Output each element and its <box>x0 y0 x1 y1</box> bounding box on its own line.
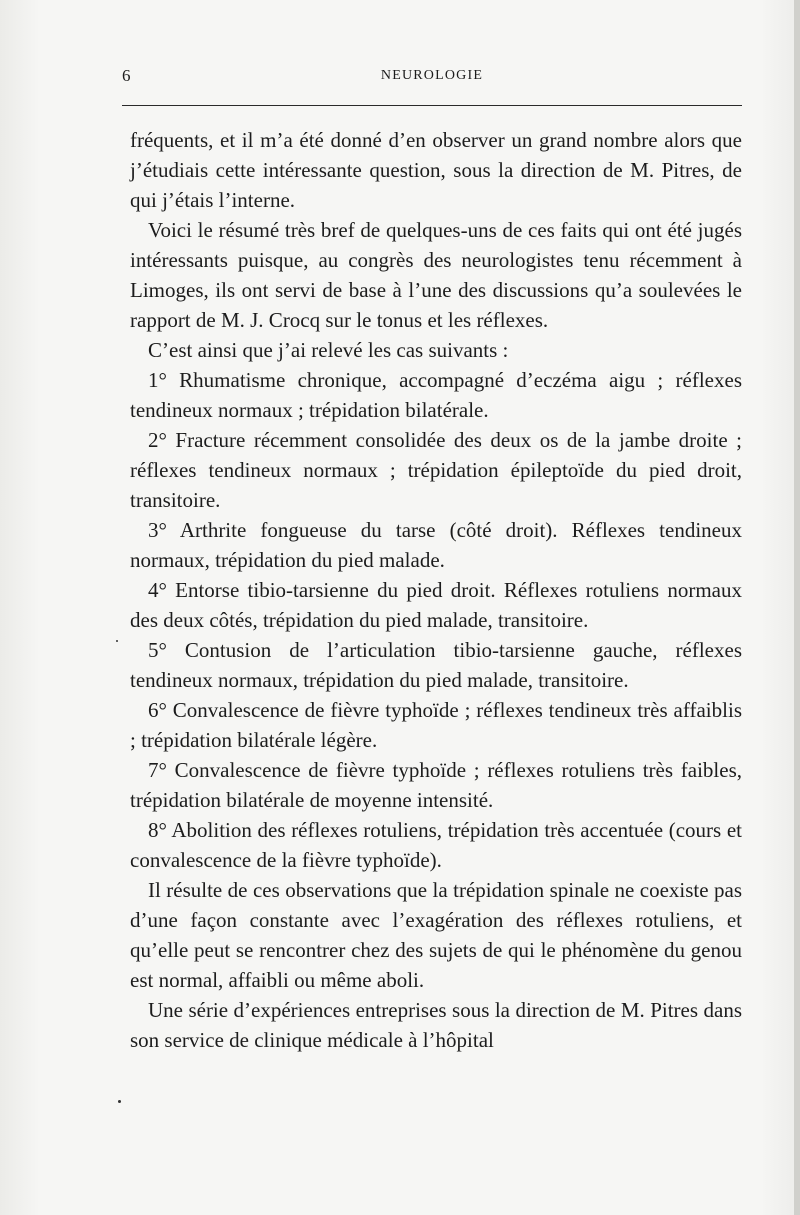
paragraph: fréquents, et il m’a été donné d’en observer un grand nombre alors que j’étudiais cette intéressante question, sous la direction de M. Pitres, de qui j’étais l’interne. <box>130 128 742 212</box>
list-item: 1° Rhumatisme chronique, accompagné d’eczéma aigu ; réflexes tendineux normaux ; trépidation bilatérale. <box>130 368 742 422</box>
running-title: NEUROLOGIE <box>380 68 484 83</box>
page-number: 6 <box>122 66 131 85</box>
page-header <box>122 66 742 90</box>
list-item: 8° Abolition des réflexes rotuliens, trépidation très accentuée (cours et convalescence de la fièvre typhoïde). <box>130 818 742 872</box>
paragraph: Une série d’expériences entreprises sous la direction de M. Pitres dans son service de clinique médicale à l’hôpital <box>130 998 742 1052</box>
list-item: 3° Arthrite fongueuse du tarse (côté droit). Réflexes tendineux normaux, trépidation du pied malade. <box>130 518 742 572</box>
list-item: 7° Convalescence de fièvre typhoïde ; réflexes rotuliens très faibles, trépidation bilatérale de moyenne intensité. <box>130 758 742 812</box>
paragraph: Voici le résumé très bref de quelques-uns de ces faits qui ont été jugés intéressants puisque, au congrès des neurologistes tenu récemment à Limoges, ils ont servi de base à l’une des discussions qu’a soulevées le rapport de M. J. Crocq sur le tonus et les réflexes. <box>130 218 742 332</box>
page-edge-shadow <box>794 0 800 1215</box>
print-speck <box>116 640 118 642</box>
paragraph: C’est ainsi que j’ai relevé les cas suivants : <box>148 338 509 362</box>
body-text <box>130 125 742 1055</box>
header-rule <box>122 105 742 106</box>
paragraph: Il résulte de ces observations que la trépidation spinale ne coexiste pas d’une façon constante avec l’exagération des réflexes rotuliens, et qu’elle peut se rencontrer chez des sujets de qui le phénomène du genou est normal, affaibli ou même aboli. <box>130 878 742 992</box>
print-speck <box>118 1100 121 1103</box>
list-item: 2° Fracture récemment consolidée des deux os de la jambe droite ; réflexes tendineux normaux ; trépidation épileptoïde du pied droit, transitoire. <box>130 428 742 512</box>
list-item: 4° Entorse tibio-tarsienne du pied droit. Réflexes rotuliens normaux des deux côtés, trépidation du pied malade, transitoire. <box>130 578 742 632</box>
list-item: 5° Contusion de l’articulation tibio-tarsienne gauche, réflexes tendineux normaux, trépidation du pied malade, transitoire. <box>130 638 742 692</box>
list-item: 6° Convalescence de fièvre typhoïde ; réflexes tendineux très affaiblis ; trépidation bilatérale légère. <box>130 698 742 752</box>
